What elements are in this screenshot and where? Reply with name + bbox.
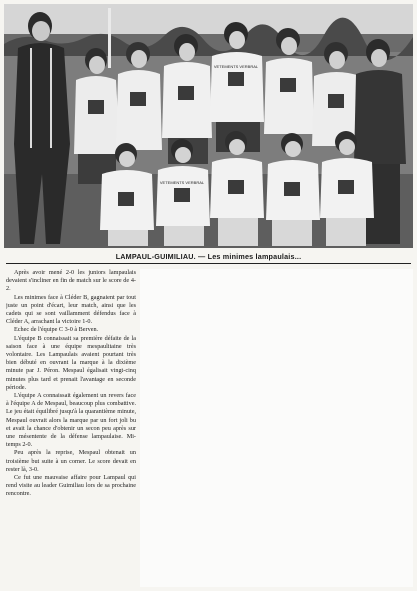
team-photo-drawing [4,4,413,248]
article-paragraph: Peu après la reprise, Mespaul obtenait un troisième but suite à un corner. Le score devait en rester là, 3-0. [6,449,136,473]
article-paragraph: Echec de l'équipe C 3-0 à Berven. [14,326,99,334]
photo-caption [0,250,417,264]
article-paragraph: Après avoir mené 2-0 les juniors lampaulais devaient s'incliner en fin de match sur le score de 4-2. [6,269,136,293]
team-photo [4,4,413,248]
article-paragraph: L'équipe B connaissait sa première défaite de la saison face à une équipe mespaulitaine très volontaire. Les Lampaulais avaient pourtant très bien débuté en ouvrant la marque à la dixième minute par J. Péron. Mespaul égalisait vingt-cinq minutes plus tard et prenait l'avantage en seconde période. [6,334,136,391]
article-paragraph: Les minimes face à Cléder B, gagnaient par tout juste un point d'écart, leur match, ainsi que les cadets qui se sont vaillamment défendus face à Cléder A, arrachant la victoire 1-0. [6,293,136,326]
jersey-text-2: VETEMENTS VERBRAL [159,180,205,185]
article-paragraph: L'équipe A connaissait également un revers face à l'équipe A de Mespaul, beaucoup plus combattive. Le jeu était équilibré jusqu'à la quarantième minute, Mespaul ouvrait alors la marque par un fort joli bu et avait la chance d'obtenir un secon peu après sur une mésentente de la défense lampaulaise. Mi-temps 2-0. [6,392,136,449]
caption-divider [6,263,411,264]
blank-area [140,269,413,587]
caption-place: LAMPAUL-GUIMILIAU. [115,252,196,261]
caption-text: — Les minimes lampaulais... [195,252,302,261]
jersey-text-1: VETEMENTS VERBRAL [213,64,259,69]
article-column [6,269,136,585]
article-paragraph: Ce fut une mauvaise affaire pour Lampaul qui rend visite au leader Guimiliau lors de sa prochaine rencontre. [6,474,136,498]
